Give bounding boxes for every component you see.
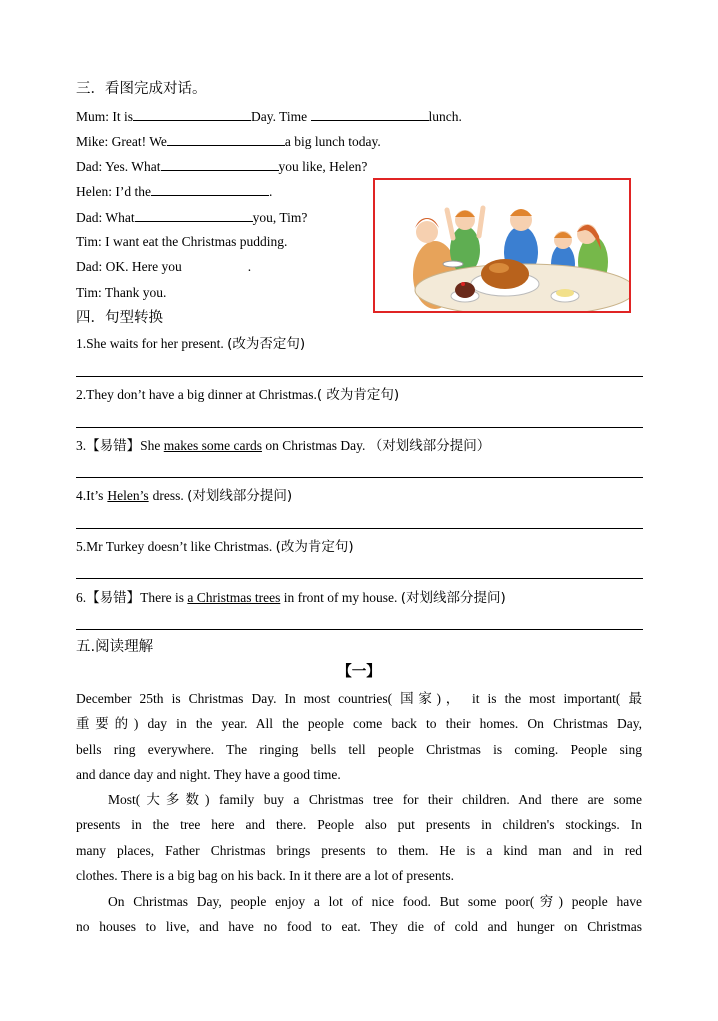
- answer-blank[interactable]: [167, 132, 285, 146]
- answer-blank[interactable]: [161, 157, 279, 171]
- answer-line[interactable]: [76, 376, 643, 377]
- section-3-title: 三．看图完成对话。: [76, 81, 207, 97]
- dialogue-line-8: Tim: Thank you.: [76, 285, 167, 300]
- answer-line[interactable]: [76, 578, 643, 579]
- dialogue-line-7: Dad: OK. Here you .: [76, 259, 252, 274]
- answer-line[interactable]: [76, 629, 643, 630]
- passage-paragraph-3: On Christmas Day, people enjoy a lot of nice food. But some poor(穷) people have no houses to live, and have no food to eat. They die of cold and hunger on Christmas: [76, 894, 642, 935]
- question-3: 3.【易错】She makes some cards on Christmas Day. （对划线部分提问）: [76, 438, 491, 454]
- dialogue-line-4: Helen: I’d the .: [76, 184, 273, 199]
- answer-blank[interactable]: [133, 107, 251, 121]
- dialogue-line-3: Dad: Yes. What you like, Helen?: [76, 159, 368, 174]
- underlined-phrase: Helen’s: [107, 488, 149, 503]
- answer-line[interactable]: [76, 528, 643, 529]
- answer-line[interactable]: [76, 477, 643, 478]
- dialogue-line-1: Mum: It is Day. Time lunch.: [76, 109, 462, 124]
- dialogue-line-6: Tim: I want eat the Christmas pudding.: [76, 234, 288, 249]
- speaker: Mum:: [76, 109, 110, 124]
- christmas-dinner-illustration: [373, 178, 631, 313]
- answer-blank[interactable]: [135, 208, 253, 222]
- passage-paragraph-1: December 25th is Christmas Day. In most countries( 国家)， it is the most important( 最 重要的) day in the year. All the people come back to their homes. On Christmas Day, bells ring everywhere. The ringing bells tell people Christmas is coming. People sing and dance day and night. They have a good time.: [76, 691, 642, 783]
- underlined-phrase: a Christmas trees: [187, 590, 281, 605]
- question-4: 4.It’s Helen’s dress. (对划线部分提问): [76, 488, 293, 504]
- section-4-title: 四．句型转换: [76, 310, 163, 326]
- question-2: 2.They don’t have a big dinner at Christmas.( 改为肯定句): [76, 387, 400, 403]
- answer-blank[interactable]: [311, 107, 429, 121]
- family-dinner-icon: [375, 180, 629, 311]
- dialogue-line-5: Dad: What you, Tim?: [76, 210, 308, 225]
- question-1: 1.She waits for her present. (改为否定句): [76, 336, 306, 352]
- underlined-phrase: makes some cards: [163, 438, 262, 453]
- answer-blank[interactable]: [151, 182, 269, 196]
- passage-paragraph-2: Most(大多数) family buy a Christmas tree for their children. And there are some presents in the tree here and there. People also put presents in children's stockings. In many places, Father Christmas brings presents to them. He is a kind man and in red clothes. There is a big bag on his back. In it there are a lot of presents.: [76, 792, 642, 884]
- question-6: 6.【易错】There is a Christmas trees in front of my house. (对划线部分提问): [76, 590, 506, 606]
- passage-subtitle: 【一】: [337, 664, 381, 680]
- question-5: 5.Mr Turkey doesn’t like Christmas. (改为肯定句): [76, 539, 354, 555]
- dialogue-line-2: Mike: Great! We a big lunch today.: [76, 134, 381, 149]
- answer-line[interactable]: [76, 427, 643, 428]
- section-5-title: 五.阅读理解: [76, 639, 154, 655]
